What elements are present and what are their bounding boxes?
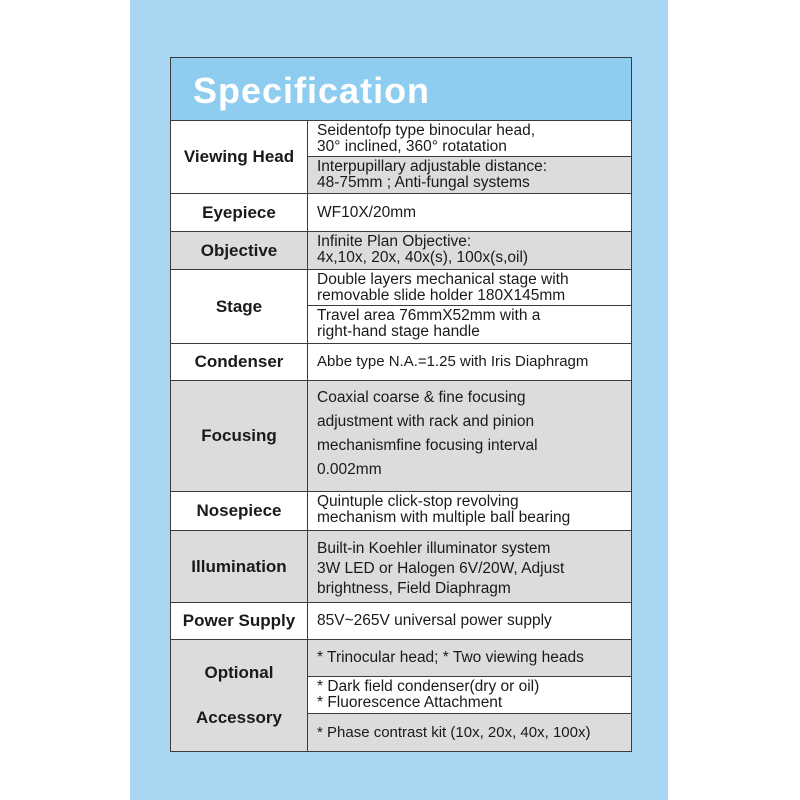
- specification-sheet: [170, 57, 632, 752]
- spec-value: Double layers mechanical stage with removable slide holder 180X145mm: [308, 270, 631, 306]
- spec-row-stage: [171, 270, 631, 344]
- spec-value: Infinite Plan Objective: 4x,10x, 20x, 40x(s), 100x(s,oil): [308, 232, 631, 269]
- page-title: Specification: [193, 70, 431, 111]
- spec-row-illumination: [171, 531, 631, 603]
- spec-value: WF10X/20mm: [317, 203, 417, 221]
- spec-row-viewing-head: [171, 121, 631, 194]
- spec-row-nosepiece: [171, 492, 631, 531]
- spec-value: 85V~265V universal power supply: [317, 612, 552, 629]
- spec-value: Abbe type N.A.=1.25 with Iris Diaphragm: [317, 353, 589, 370]
- spec-label: Illumination: [171, 531, 308, 602]
- spec-row-condenser: [171, 344, 631, 381]
- spec-value: Travel area 76mmX52mm with a right-hand stage handle: [317, 307, 541, 340]
- spec-label: Objective: [171, 232, 308, 269]
- spec-value: * Dark field condenser(dry or oil) * Fluorescence Attachment: [308, 677, 631, 714]
- spec-value: * Trinocular head; * Two viewing heads: [308, 640, 631, 677]
- spec-row-focusing: [171, 381, 631, 492]
- spec-value: Coaxial coarse & fine focusing adjustment with rack and pinion mechanismfine focusing interval 0.002mm: [308, 381, 631, 491]
- spec-value: Quintuple click-stop revolving mechanism with multiple ball bearing: [317, 493, 571, 526]
- spec-value: Interpupillary adjustable distance: 48-75mm ; Anti-fungal systems: [308, 157, 631, 193]
- spec-row-eyepiece: [171, 194, 631, 232]
- spec-label: Eyepiece: [171, 194, 308, 231]
- spec-label: Stage: [171, 270, 308, 343]
- spec-label: Power Supply: [171, 603, 308, 639]
- spec-value: Seidentofp type binocular head, 30° inclined, 360° rotatation: [308, 121, 631, 157]
- spec-row-power-supply: [171, 603, 631, 640]
- spec-label: Condenser: [171, 344, 308, 380]
- spec-label: Nosepiece: [171, 492, 308, 530]
- spec-label: Optional Accessory: [171, 640, 308, 751]
- spec-row-optional-accessory: [171, 640, 631, 751]
- spec-value: * Phase contrast kit (10x, 20x, 40x, 100x): [308, 714, 631, 751]
- spec-label: Viewing Head: [171, 121, 308, 193]
- spec-row-objective: [171, 232, 631, 270]
- spec-value: Built-in Koehler illuminator system 3W LED or Halogen 6V/20W, Adjust brightness, Field Diaphragm: [308, 531, 631, 602]
- title-band: [171, 58, 631, 121]
- spec-label: Focusing: [171, 381, 308, 491]
